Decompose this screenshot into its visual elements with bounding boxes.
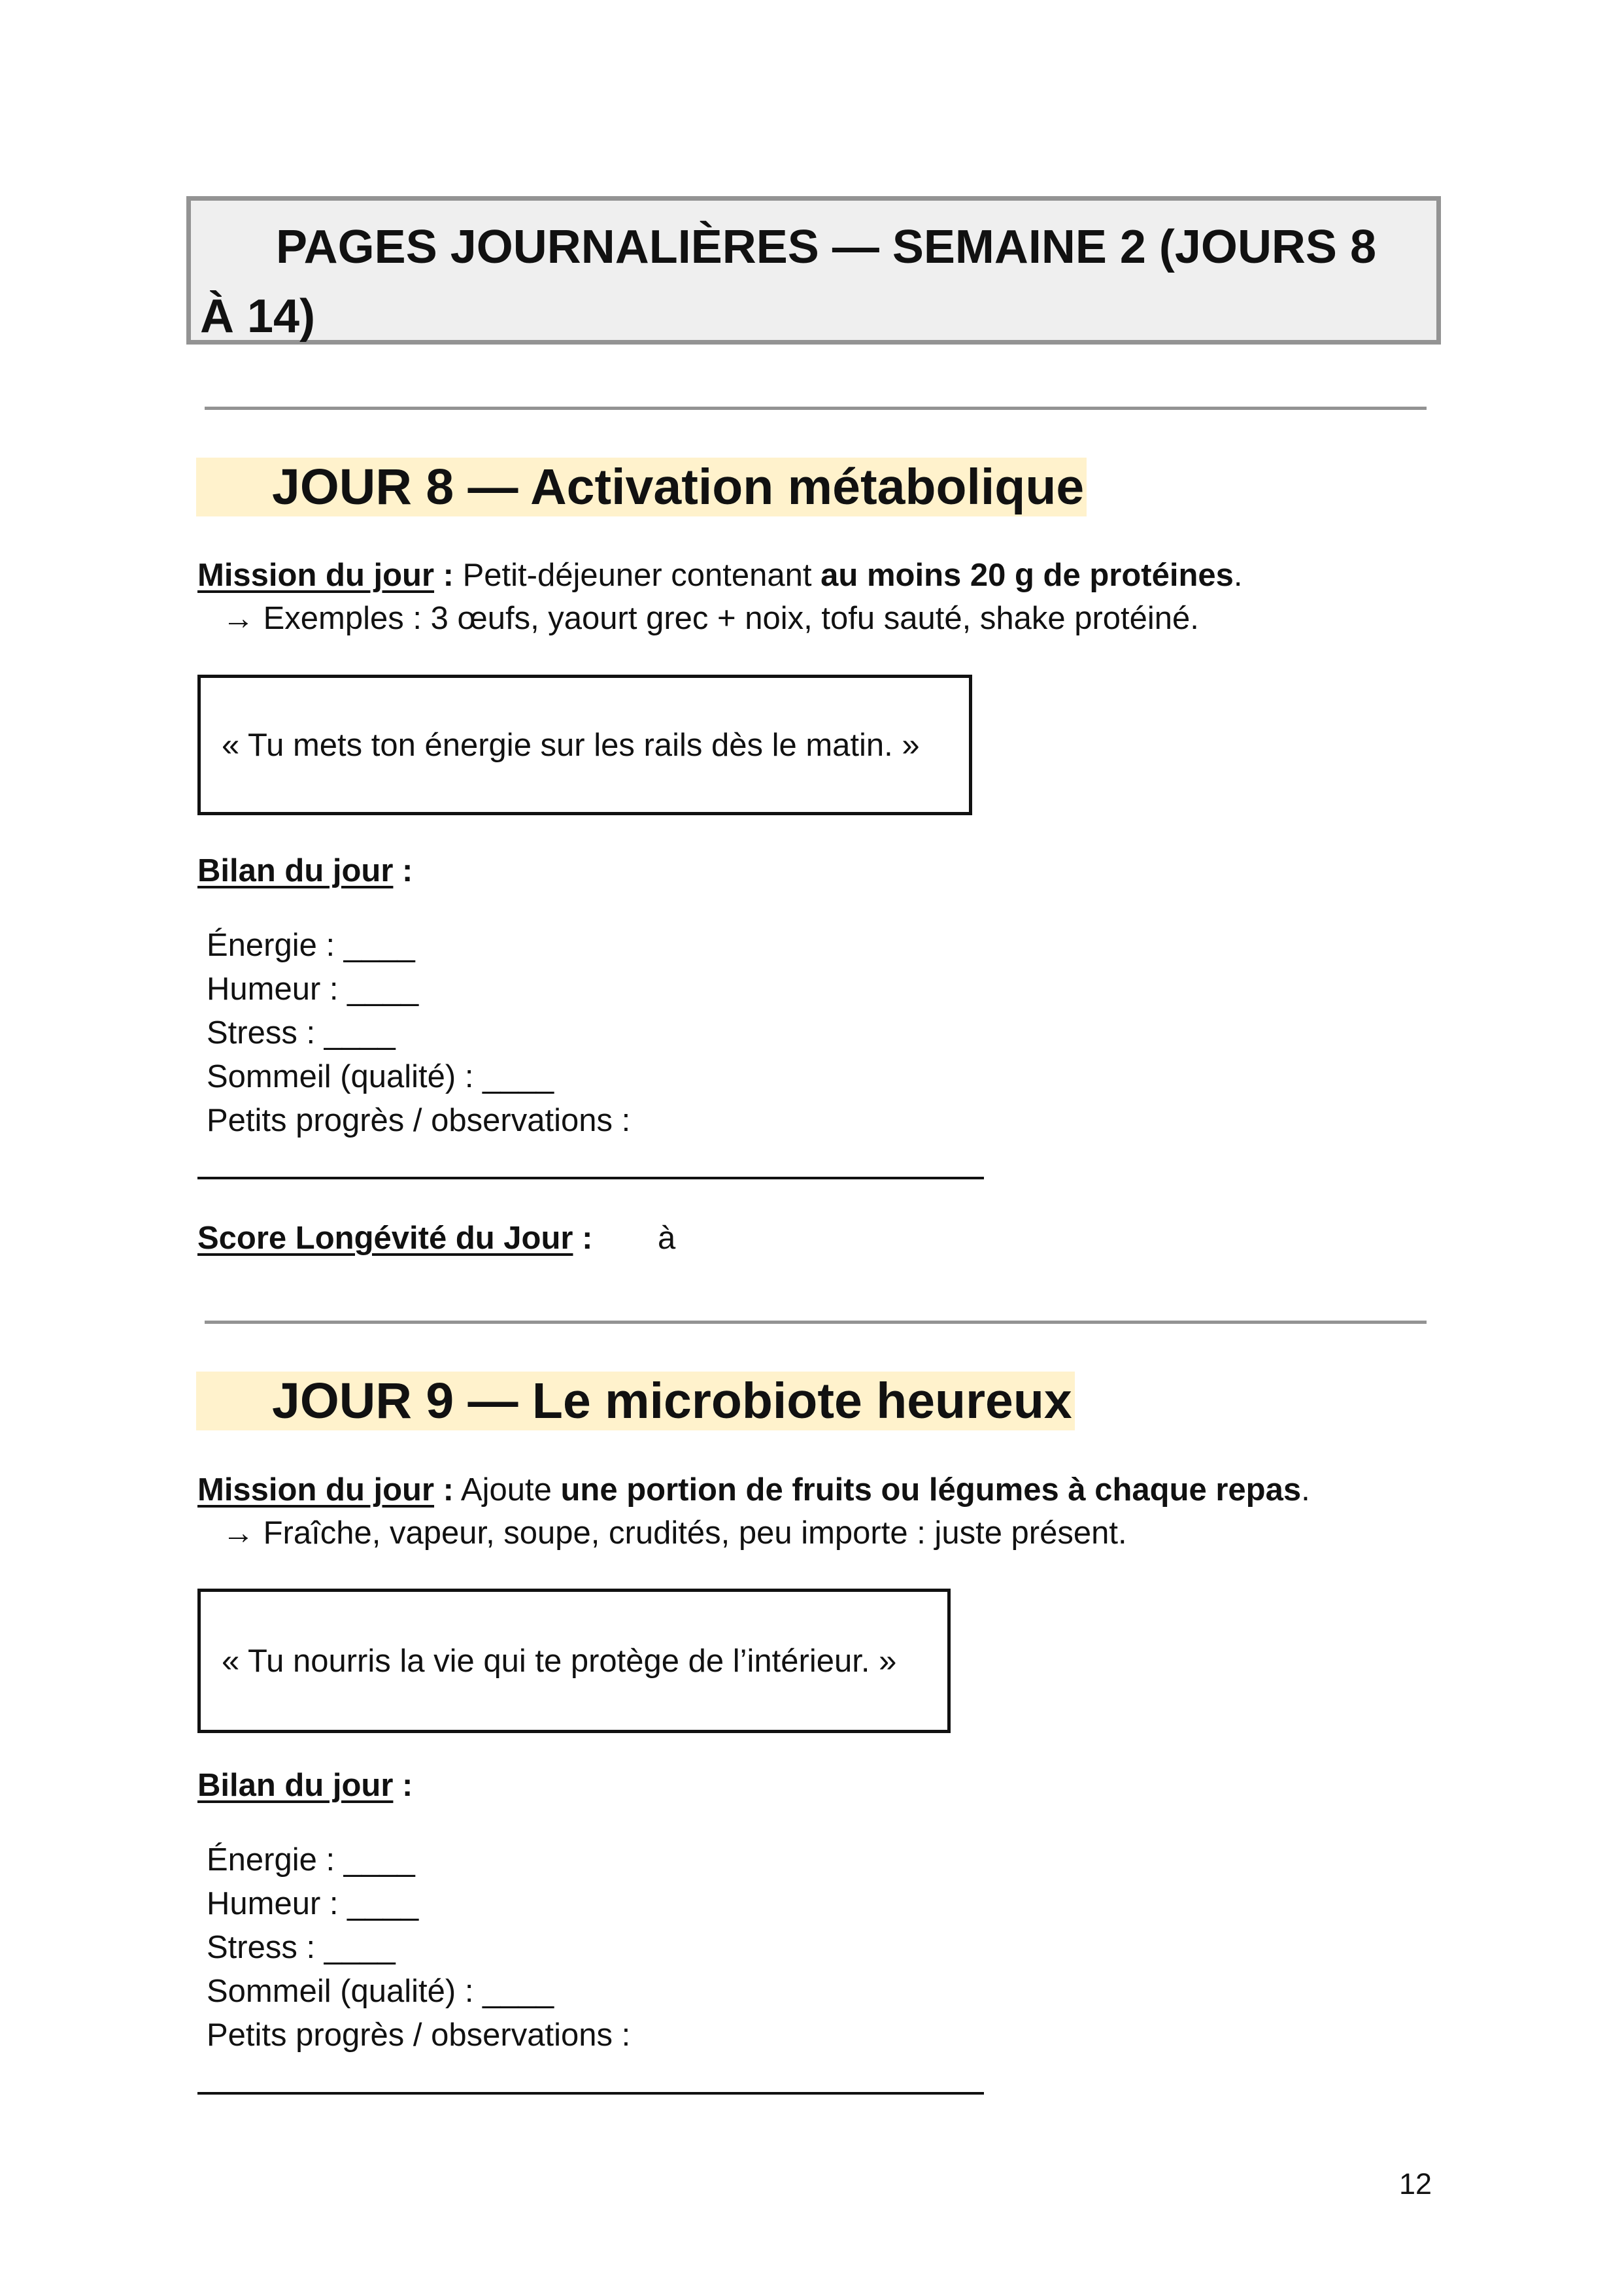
day9-stress: Stress : ____	[207, 1930, 396, 1965]
day9-quote-box	[197, 1589, 951, 1733]
day9-title: JOUR 9 — Le microbiote heureux	[196, 1372, 1075, 1430]
mission-label: Mission du jour	[197, 1472, 435, 1508]
day8-energie: Énergie : ____	[207, 928, 415, 963]
day9-mission-text: Ajoute	[460, 1472, 552, 1508]
day8-quote-box	[197, 675, 972, 815]
week-header-box	[186, 196, 1441, 345]
day9-mission: Mission du jour : Ajoute une portion de fruits ou légumes à chaque repas.	[197, 1472, 1310, 1508]
day8-observation-line	[197, 1177, 984, 1179]
score-to: à	[658, 1221, 676, 1256]
day9-mission-bold: une portion de fruits ou légumes à chaque repas	[560, 1472, 1302, 1508]
day8-progres: Petits progrès / observations :	[207, 1103, 631, 1138]
day9-observation-line	[197, 2092, 984, 2095]
day9-humeur: Humeur : ____	[207, 1886, 419, 1921]
section-divider	[205, 407, 1427, 410]
mission-label: Mission du jour	[197, 558, 435, 593]
section-divider	[205, 1321, 1427, 1324]
day8-example: → Exemples : 3 œufs, yaourt grec + noix, tofu sauté, shake protéiné.	[222, 601, 1199, 636]
day9-example: → Fraîche, vapeur, soupe, crudités, peu importe : juste présent.	[222, 1515, 1127, 1551]
day8-mission-bold: au moins 20 g de protéines	[820, 558, 1234, 593]
day9-bilan-heading: Bilan du jour :	[197, 1768, 413, 1803]
score-label: Score Longévité du Jour	[197, 1221, 573, 1256]
day8-title: JOUR 8 — Activation métabolique	[196, 458, 1087, 516]
day9-sommeil: Sommeil (qualité) : ____	[207, 1974, 554, 2009]
day9-quote: « Tu nourris la vie qui te protège de l’intérieur. »	[222, 1643, 897, 1679]
day8-quote: « Tu mets ton énergie sur les rails dès le matin. »	[222, 727, 920, 763]
day8-sommeil: Sommeil (qualité) : ____	[207, 1059, 554, 1094]
day9-energie: Énergie : ____	[207, 1842, 415, 1878]
day8-mission-text: Petit-déjeuner contenant	[462, 558, 812, 593]
day9-progres: Petits progrès / observations :	[207, 2017, 631, 2053]
bilan-label: Bilan du jour	[197, 853, 394, 888]
day8-score: Score Longévité du Jour : à	[197, 1221, 676, 1256]
day8-stress: Stress : ____	[207, 1015, 396, 1051]
day8-humeur: Humeur : ____	[207, 971, 419, 1007]
day8-bilan-heading: Bilan du jour :	[197, 853, 413, 888]
week-title: PAGES JOURNALIÈRES — SEMAINE 2 (JOURS 8 À 14)	[200, 221, 1376, 343]
day8-mission: Mission du jour : Petit-déjeuner contenant au moins 20 g de protéines.	[197, 558, 1243, 593]
page-number: 12	[1399, 2167, 1432, 2201]
bilan-label: Bilan du jour	[197, 1768, 394, 1803]
